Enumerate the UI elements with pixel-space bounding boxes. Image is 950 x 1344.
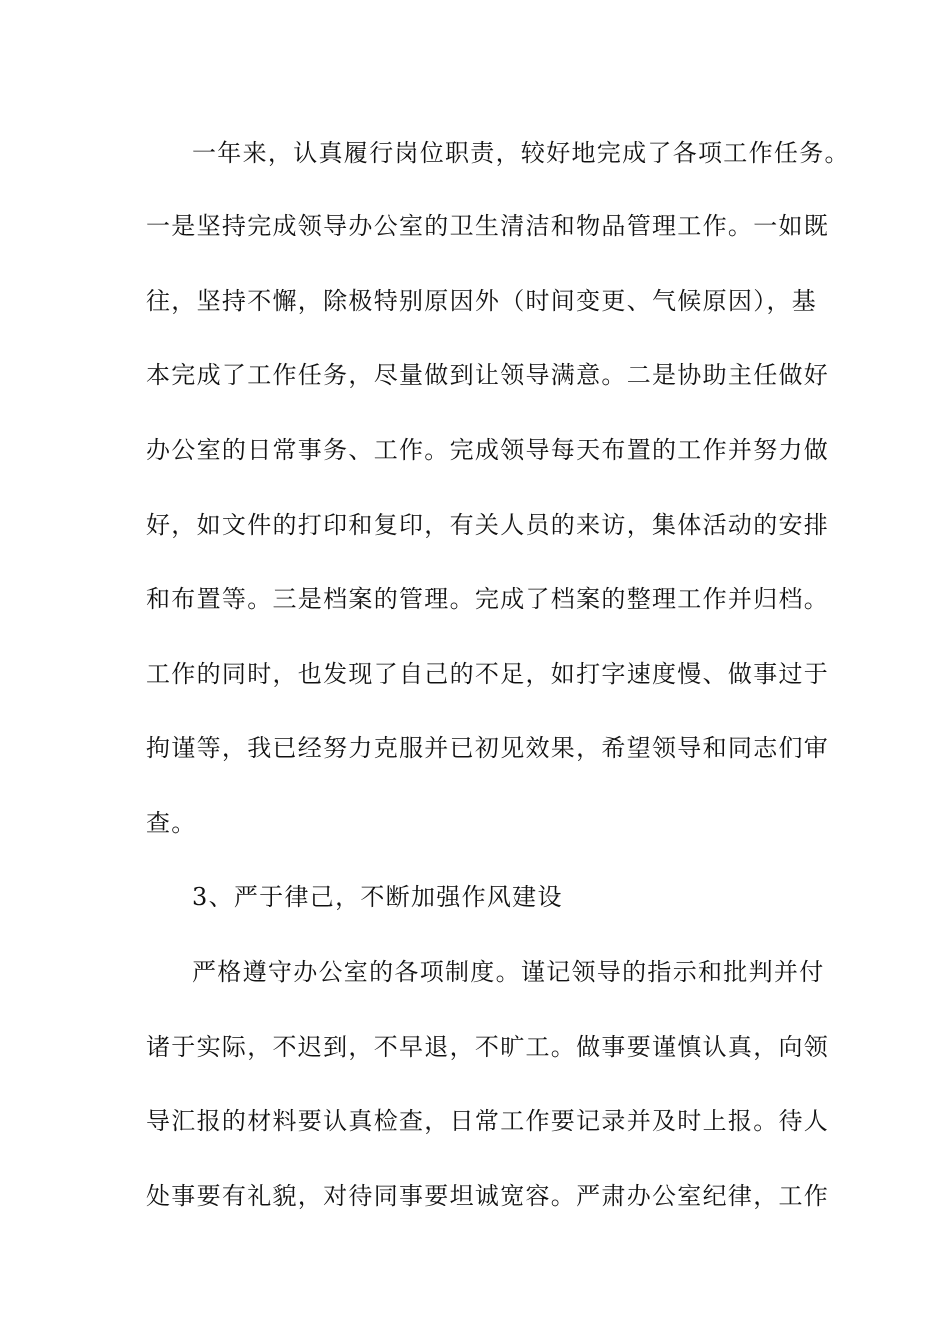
paragraph-line: 拘谨等，我已经努力克服并已初见效果，希望领导和同志们审 bbox=[146, 734, 830, 762]
paragraph-line: 严格遵守办公室的各项制度。谨记领导的指示和批判并付 bbox=[192, 958, 825, 986]
paragraph-line: 工作的同时，也发现了自己的不足，如打字速度慢、做事过于 bbox=[146, 660, 830, 688]
paragraph-line: 查。 bbox=[146, 809, 197, 837]
paragraph-line: 和布置等。三是档案的管理。完成了档案的整理工作并归档。 bbox=[146, 585, 830, 613]
paragraph-line: 办公室的日常事务、工作。完成领导每天布置的工作并努力做 bbox=[146, 436, 830, 464]
paragraph-line: 一年来，认真履行岗位职责，较好地完成了各项工作任务。 bbox=[192, 139, 850, 167]
section-heading: 3、严于律己，不断加强作风建设 bbox=[192, 883, 563, 911]
paragraph-line: 导汇报的材料要认真检查，日常工作要记录并及时上报。待人 bbox=[146, 1107, 830, 1135]
paragraph-line: 本完成了工作任务，尽量做到让领导满意。二是协助主任做好 bbox=[146, 361, 830, 389]
paragraph-line: 好，如文件的打印和复印，有关人员的来访，集体活动的安排 bbox=[146, 511, 830, 539]
paragraph-line: 诸于实际，不迟到，不早退，不旷工。做事要谨慎认真，向领 bbox=[146, 1033, 830, 1061]
paragraph-line: 一是坚持完成领导办公室的卫生清洁和物品管理工作。一如既 bbox=[146, 212, 830, 240]
paragraph-line: 往，坚持不懈，除极特别原因外（时间变更、气候原因），基 bbox=[146, 287, 818, 315]
paragraph-line: 处事要有礼貌，对待同事要坦诚宽容。严肃办公室纪律，工作 bbox=[146, 1182, 830, 1210]
